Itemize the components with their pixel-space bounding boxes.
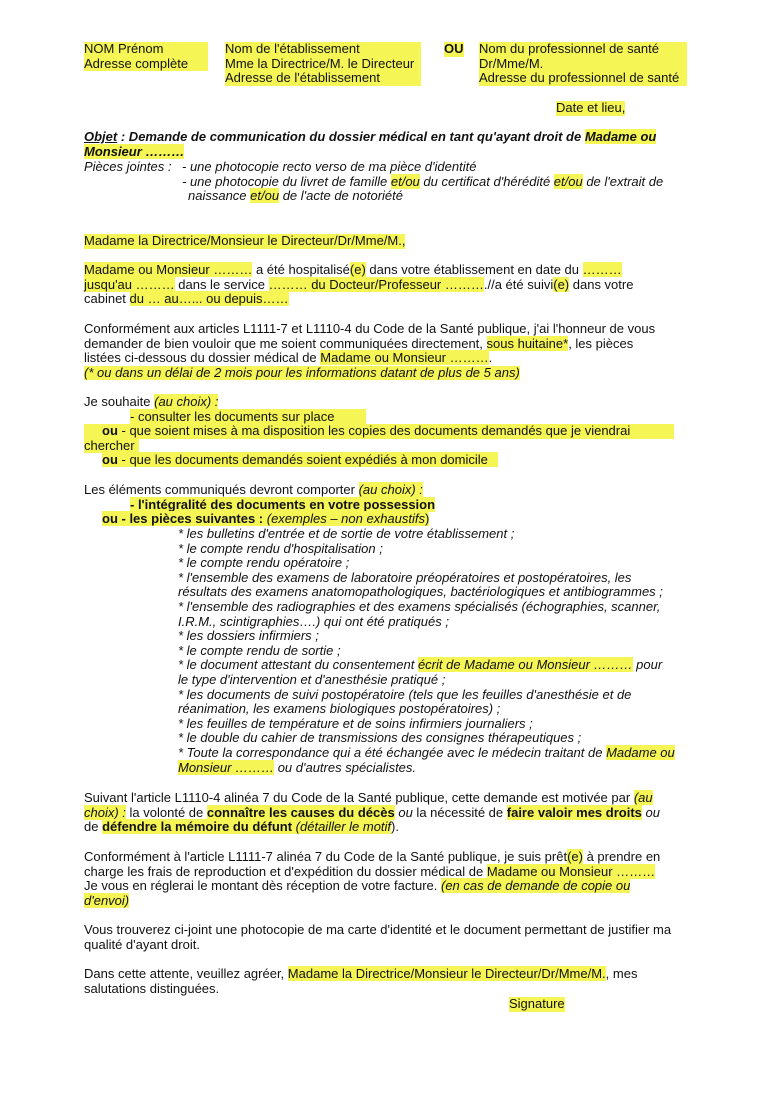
option-mail: - que les documents demandés soient expédiés à mon domicile bbox=[117, 452, 488, 468]
professional-title: Dr/Mme/M. bbox=[479, 55, 544, 71]
document-item: * le compte rendu de sortie ; bbox=[178, 642, 341, 658]
professional-block bbox=[479, 42, 687, 86]
fees-paragraph: Conformément à l'article L1111-7 alinéa 7 du Code de la Santé publique, je suis prêt(e) à prendre en charge les frais de reproduction et d'expédition du dossier médical de Madame ou Monsieur ……… Je vous en réglerai le montant dès réception de votre facture. (en cas de demande de copie ou d'envoi) bbox=[84, 849, 661, 908]
document-item: * les dossiers infirmiers ; bbox=[178, 628, 319, 644]
document-item: * le compte rendu opératoire ; bbox=[178, 555, 350, 571]
professional-name: Nom du professionnel de santé bbox=[479, 41, 659, 56]
establishment-address: Adresse de l'établissement bbox=[225, 70, 380, 86]
attachments-label: Pièces jointes : bbox=[84, 159, 172, 174]
attachment-item: - une photocopie recto verso de ma pièce d'identité bbox=[182, 159, 477, 174]
document-item: * les documents de suivi postopératoire (tels que les feuilles d'anesthésie et de bbox=[178, 686, 632, 702]
option-pickup: - que soient mises à ma disposition les copies des documents demandés que je viendrai bbox=[117, 423, 631, 439]
object-line: Objet : Demande de communication du dossier médical en tant qu'ayant droit de Madame ou Monsieur ……… bbox=[84, 129, 657, 159]
attachments-list: - une photocopie recto verso de ma pièce d'identité - une photocopie du livret de famille et/ou du certificat d'hérédité et/ou de l'extrait de naissance et/ou de l'acte de notoriété bbox=[182, 159, 664, 204]
or-separator: OU bbox=[444, 41, 464, 56]
sender-block bbox=[84, 42, 208, 71]
access-choice: Je souhaite (au choix) : - consulter les documents sur place ou - que soient mises à ma disposition les copies des documents demandés que je viendrai chercher ou - que les documents demandés soient expédiés à mon domicile bbox=[84, 395, 690, 468]
object-recipient: Madame ou bbox=[584, 129, 657, 144]
document-item: * l'ensemble des examens de laboratoire préopératoires et postopératoires, les bbox=[178, 569, 632, 585]
motivation-paragraph: Suivant l'article L1110-4 alinéa 7 du Code de la Santé publique, cette demande est motivée par (au choix) : la volonté de connaître les causes du décès ou la nécessité de faire valoir mes droits ou de défendre la mémoire du défunt (détailler le motif). bbox=[84, 790, 660, 835]
document-item: * les bulletins d'entrée et de sortie de votre établissement ; bbox=[178, 526, 515, 541]
delay-note: (* ou dans un délai de 2 mois pour les informations datant de plus de 5 ans) bbox=[84, 364, 520, 380]
documents-list: * les bulletins d'entrée et de sortie de votre établissement ; * le compte rendu d'hospitalisation ; * le compte rendu opératoire ; * l'ensemble des examens de laboratoire préopératoires et postopératoires, les résultats des examens anatomopathologiques, bactériologiques et antibiogrammes ; * l'ensemble des radiographies et des examens spécialisés (échographies, scanner, I.R.M., scintigraphies….) qui ont été pratiqués ; * les dossiers infirmiers ; * le compte rendu de sortie ; * le document attestant du consentement écrit de Madame ou Monsieur ……… pour le type d'intervention et d'anesthésie pratiqué ; * les documents de suivi postopératoire (tels que les feuilles d'anesthésie et de réanimation, les examens biologiques postopératoires) ; * les feuilles de température et de soins infirmiers journaliers ; * le double du cahier de transmissions des consignes thérapeutiques ; * Toute la correspondance qui a été échangée avec le médecin traitant de Madame ou Monsieur ……… ou d'autres spécialistes. bbox=[178, 526, 675, 775]
object-label: Objet bbox=[84, 129, 118, 144]
establishment-block bbox=[225, 42, 421, 86]
option-all-documents: - l'intégralité des documents en votre possession bbox=[130, 496, 436, 512]
sender-name: NOM Prénom bbox=[84, 41, 164, 56]
document-item: * les feuilles de température et de soins infirmiers journaliers ; bbox=[178, 715, 533, 731]
document-item: * Toute la correspondance qui a été échangée avec le médecin traitant de Madame ou bbox=[178, 744, 675, 760]
signature: Signature bbox=[509, 996, 565, 1011]
professional-address: Adresse du professionnel de santé bbox=[479, 70, 680, 86]
salutation: Madame la Directrice/Monsieur le Directeur/Dr/Mme/M., bbox=[84, 233, 406, 248]
establishment-name: Nom de l'établissement bbox=[225, 41, 360, 56]
attachment-paragraph: Vous trouverez ci-joint une photocopie de ma carte d'identité et le document permettant de justifier ma qualité d'ayant droit. bbox=[84, 922, 672, 952]
document-item: * le document attestant du consentement écrit de Madame ou Monsieur ……… pour bbox=[178, 657, 663, 673]
option-consult: - consulter les documents sur place bbox=[130, 409, 366, 424]
sender-address: Adresse complète bbox=[84, 55, 189, 71]
content-choice: Les éléments communiqués devront comporter (au choix) : - l'intégralité des documents en votre possession ou - les pièces suivantes : (exemples – non exhaustifs) bbox=[84, 482, 436, 527]
hospitalisation-paragraph: Madame ou Monsieur ……… a été hospitalisé(e) dans votre établissement en date du ……… jusqu'au ……… dans le service ……… du Docteur/Professeur ……….//a été suivi(e) dans votre cabinet du … au…... ou depuis…… bbox=[84, 262, 634, 307]
document-item: * le compte rendu d'hospitalisation ; bbox=[178, 540, 383, 556]
director-title: Mme la Directrice/M. le Directeur bbox=[225, 55, 415, 71]
date-place: Date et lieu, bbox=[556, 100, 626, 115]
document-item: * l'ensemble des radiographies et des examens spécialisés (échographies, scanner, bbox=[178, 598, 661, 614]
request-paragraph: Conformément aux articles L1111-7 et L1110-4 du Code de la Santé publique, j'ai l'honneur de vous demander de bien vouloir que me soient communiquées directement, sous huitaine*, les pièces listées ci-dessous du dossier médical de Madame ou Monsieur ………. (* ou dans un délai de 2 mois pour les informations datant de plus de 5 ans) bbox=[84, 321, 656, 380]
closing-paragraph: Dans cette attente, veuillez agréer, Madame la Directrice/Monsieur le Directeur/Dr/Mme/M., mes salutations distinguées. bbox=[84, 966, 638, 996]
attachment-item: - une photocopie du livret de famille et/ou du certificat d'hérédité et/ou de l'extrait de bbox=[182, 173, 664, 189]
document-item: * le double du cahier de transmissions des consignes thérapeutiques ; bbox=[178, 730, 582, 746]
